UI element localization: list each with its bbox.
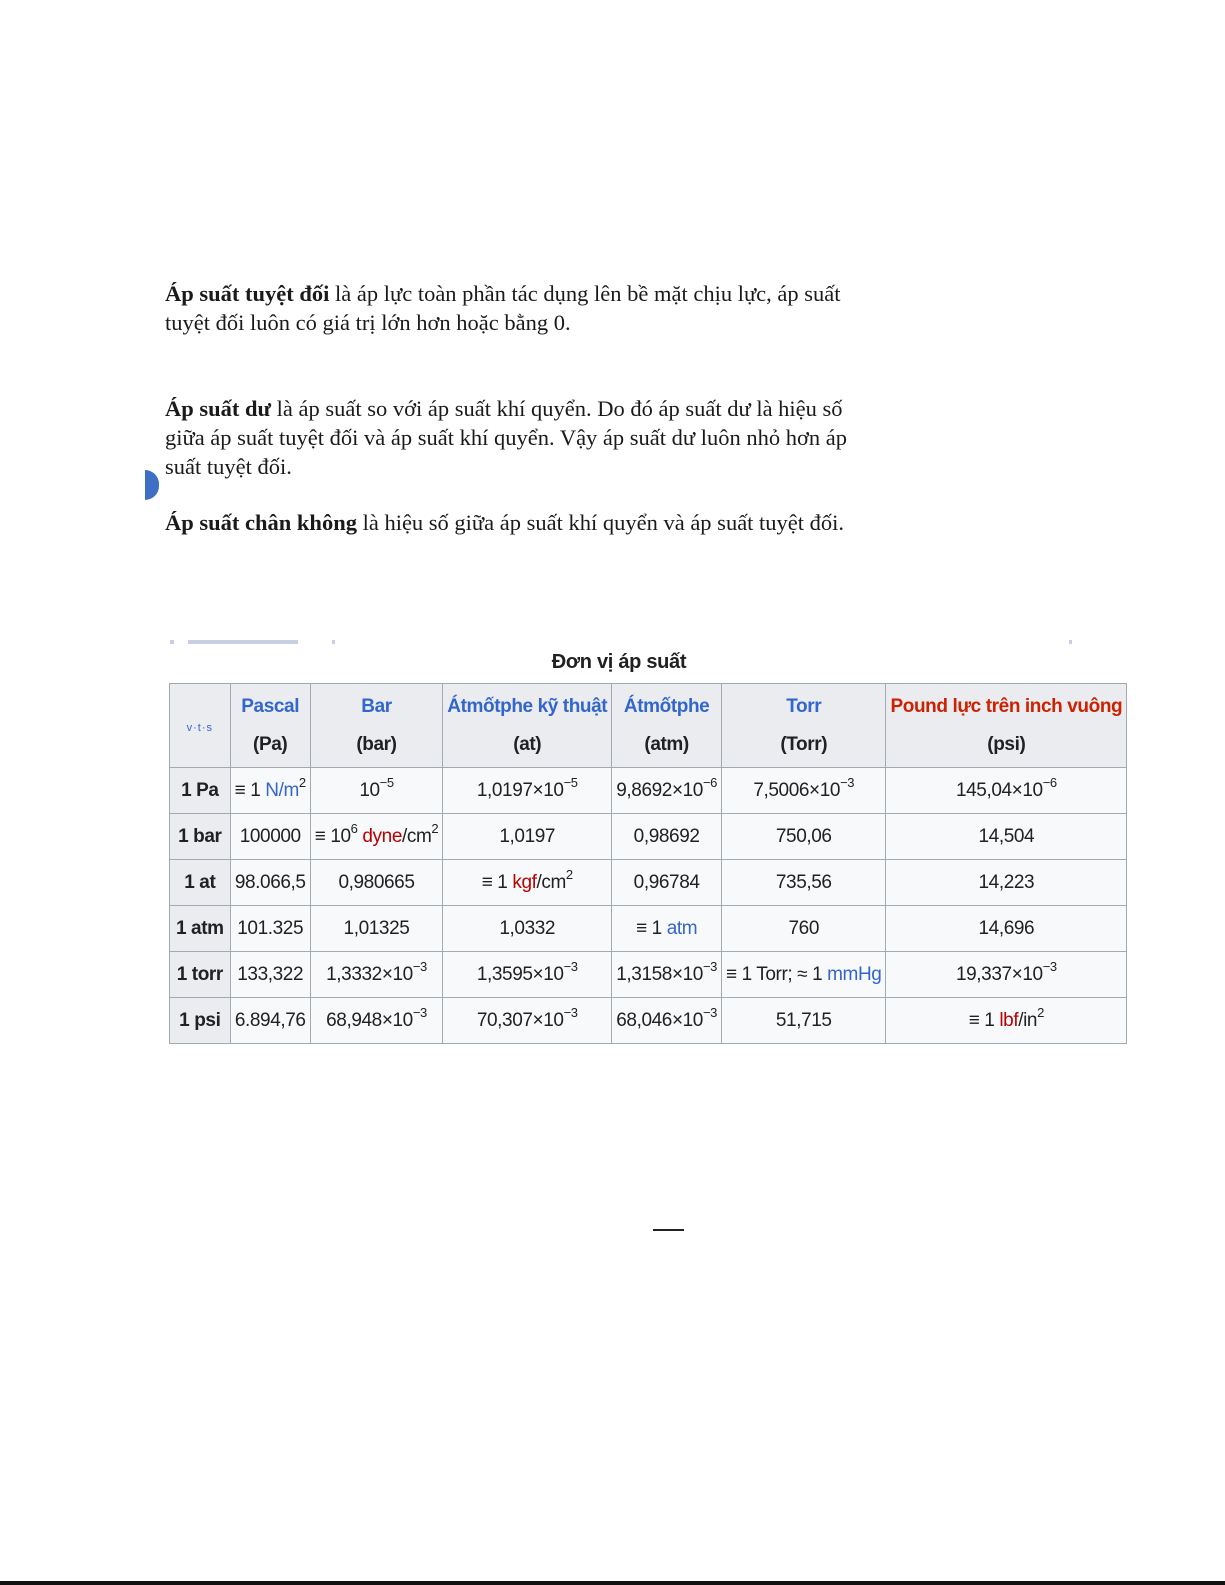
column-abbr: (atm) xyxy=(644,733,689,755)
table-cell: 1,0332 xyxy=(443,906,612,952)
term-gauge-pressure: Áp suất dư xyxy=(165,396,272,421)
margin-bookmark-tab xyxy=(145,470,159,500)
column-abbr: (at) xyxy=(513,733,542,755)
table-cell: $10^{-5}$ xyxy=(310,768,443,814)
column-header-atmosphere xyxy=(612,684,722,768)
term-absolute-pressure: Áp suất tuyệt đối xyxy=(165,281,330,306)
table-cell: ≡ 1 atm xyxy=(612,906,722,952)
row-label: 1 psi xyxy=(170,998,231,1044)
scan-artifact xyxy=(188,640,298,644)
table-cell: 735,56 xyxy=(722,860,886,906)
table-row xyxy=(170,998,1127,1044)
column-header-pascal xyxy=(230,684,310,768)
column-header-psi xyxy=(886,684,1127,768)
table-row xyxy=(170,768,1127,814)
vte-links[interactable]: v·t·s xyxy=(170,684,231,768)
table-cell: $70,307\times 10^{-3}$ xyxy=(443,998,612,1044)
page-bottom-rule xyxy=(0,1581,1225,1585)
column-name-link[interactable]: Torr xyxy=(786,695,822,717)
scan-artifact xyxy=(332,640,335,644)
definition-absolute-pressure: là áp lực toàn phần tác dụng lên bề mặt chịu lực, áp suất tuyệt đối luôn có giá trị lớn hơn hoặc bằng 0. xyxy=(165,281,841,335)
term-vacuum-pressure: Áp suất chân không xyxy=(165,510,357,535)
unit-link[interactable]: N/m xyxy=(265,779,299,801)
table-cell: 101.325 xyxy=(230,906,310,952)
table-cell: 750,06 xyxy=(722,814,886,860)
table-cell: 0,98692 xyxy=(612,814,722,860)
column-name-link[interactable]: Pound lực trên inch vuông xyxy=(890,695,1123,717)
column-abbr: (bar) xyxy=(356,733,397,755)
table-cell: ≡ 1 $N/m^2$ xyxy=(230,768,310,814)
unit-link[interactable]: kgf xyxy=(512,871,537,893)
scan-artifact xyxy=(1069,640,1072,644)
table-row xyxy=(170,906,1127,952)
column-abbr: (psi) xyxy=(987,733,1026,755)
table-cell: 0,980665 xyxy=(310,860,443,906)
unit-link[interactable]: atm xyxy=(666,917,698,939)
table-header-row xyxy=(170,684,1127,768)
table-cell: 98.066,5 xyxy=(230,860,310,906)
table-cell: ≡ $10^6$ dyne/$cm^2$ xyxy=(310,814,443,860)
row-label: 1 atm xyxy=(170,906,231,952)
column-name-link[interactable]: Átmốtphe xyxy=(623,695,710,717)
row-label: 1 torr xyxy=(170,952,231,998)
table-cell: $1,0197\times 10^{-5}$ xyxy=(443,768,612,814)
table-caption: Đơn vị áp suất xyxy=(551,651,687,673)
table-cell: $1,3332\times 10^{-3}$ xyxy=(310,952,443,998)
row-label: 1 at xyxy=(170,860,231,906)
table-cell: $19,337\times 10^{-3}$ xyxy=(886,952,1127,998)
paragraph-gauge-pressure xyxy=(165,394,875,481)
column-name-link[interactable]: Pascal xyxy=(241,695,300,717)
table-cell: 14,504 xyxy=(886,814,1127,860)
table-cell: 100000 xyxy=(230,814,310,860)
unit-link[interactable]: lbf xyxy=(999,1009,1019,1031)
table-cell: 1,0197 xyxy=(443,814,612,860)
row-label: 1 bar xyxy=(170,814,231,860)
table-cell: 1,01325 xyxy=(310,906,443,952)
unit-link[interactable]: dyne xyxy=(362,825,402,847)
definition-gauge-pressure: là áp suất so với áp suất khí quyển. Do đó áp suất dư là hiệu số giữa áp suất tuyệt đối và áp suất khí quyển. Vậy áp suất dư luôn nhỏ hơn áp suất tuyệt đối. xyxy=(165,396,847,479)
pressure-units-table xyxy=(169,683,1127,1044)
column-name-link[interactable]: Átmốtphe kỹ thuật xyxy=(447,695,608,717)
table-cell: ≡ 1 kgf/$cm^2$ xyxy=(443,860,612,906)
table-row xyxy=(170,814,1127,860)
table-row xyxy=(170,952,1127,998)
table-cell: $1,3158\times 10^{-3}$ xyxy=(612,952,722,998)
table-cell: $68,046\times 10^{-3}$ xyxy=(612,998,722,1044)
column-abbr: (Torr) xyxy=(780,733,828,755)
unit-link[interactable]: mmHg xyxy=(827,963,882,985)
table-cell: $7,5006\times 10^{-3}$ xyxy=(722,768,886,814)
table-cell: $145,04\times 10^{-6}$ xyxy=(886,768,1127,814)
paragraph-vacuum-pressure xyxy=(165,508,875,537)
paragraph-absolute-pressure xyxy=(165,279,875,337)
table-cell: $68,948\times 10^{-3}$ xyxy=(310,998,443,1044)
table-cell: 0,96784 xyxy=(612,860,722,906)
table-cell: 760 xyxy=(722,906,886,952)
row-label: 1 Pa xyxy=(170,768,231,814)
table-cell: 14,696 xyxy=(886,906,1127,952)
definition-vacuum-pressure: là hiệu số giữa áp suất khí quyển và áp suất tuyệt đối. xyxy=(356,510,845,535)
table-cell: 6.894,76 xyxy=(230,998,310,1044)
table-row xyxy=(170,860,1127,906)
table-cell: ≡ 1 lbf/$in^2$ xyxy=(886,998,1127,1044)
column-abbr: (Pa) xyxy=(253,733,288,755)
table-cell: $1,3595\times 10^{-3}$ xyxy=(443,952,612,998)
column-header-bar xyxy=(310,684,443,768)
column-header-torr xyxy=(722,684,886,768)
scan-artifact xyxy=(170,640,174,644)
column-name-link[interactable]: Bar xyxy=(361,695,392,717)
column-header-technical-atmosphere xyxy=(443,684,612,768)
table-cell: 51,715 xyxy=(722,998,886,1044)
table-cell: 14,223 xyxy=(886,860,1127,906)
footer-dash xyxy=(653,1229,684,1231)
table-cell: ≡ 1 Torr; ≈ 1 mmHg xyxy=(722,952,886,998)
table-cell: $9,8692\times 10^{-6}$ xyxy=(612,768,722,814)
table-cell: 133,322 xyxy=(230,952,310,998)
